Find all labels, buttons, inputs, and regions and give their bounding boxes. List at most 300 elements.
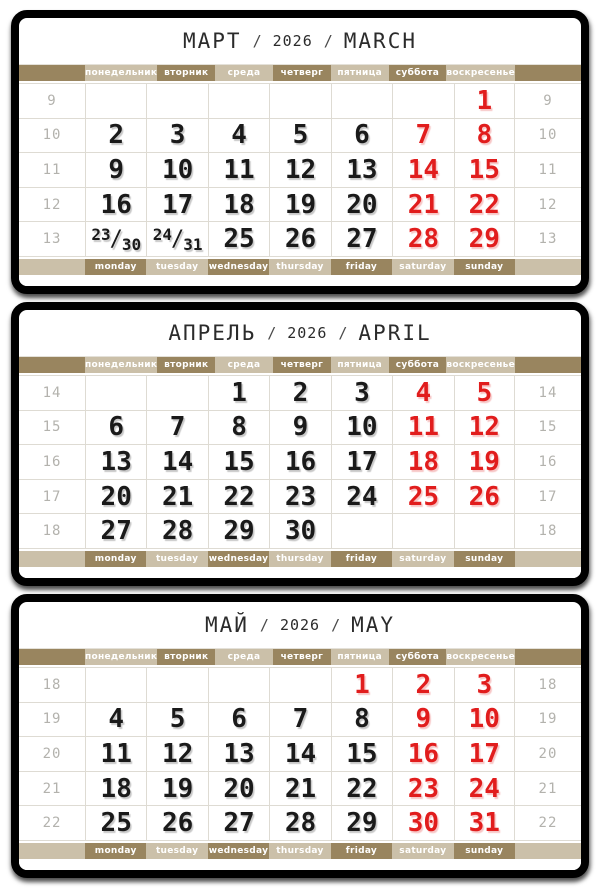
date-cell-empty xyxy=(85,376,146,410)
date-number: 9 xyxy=(292,412,309,443)
date-cell xyxy=(146,737,207,771)
date-cell xyxy=(146,772,207,806)
date-cell xyxy=(85,411,146,445)
weekday-label-ru-2 xyxy=(157,649,215,665)
weekday-label-en-7 xyxy=(454,551,515,567)
weekday-label-text: четверг xyxy=(280,360,324,370)
weekday-label-text: понедельник xyxy=(85,68,158,78)
weekday-label-en-2 xyxy=(146,551,207,567)
date-cell xyxy=(146,445,207,479)
date-number-holiday: 22 xyxy=(468,189,500,220)
date-cell xyxy=(146,480,207,514)
date-cell xyxy=(331,376,392,410)
week-number-left: 19 xyxy=(42,711,62,728)
date-number: 22 xyxy=(346,773,378,804)
weekday-label-text: saturday xyxy=(399,846,447,856)
date-cell xyxy=(269,188,330,222)
date-cell xyxy=(392,445,453,479)
weekday-label-ru-5 xyxy=(331,649,389,665)
weekday-label-ru-6 xyxy=(389,357,447,373)
week-number-right: 11 xyxy=(538,161,558,178)
weekday-label-text: среда xyxy=(227,68,261,78)
band-spacer xyxy=(515,843,581,859)
weekday-label-ru-1 xyxy=(85,649,157,665)
date-number-holiday: 11 xyxy=(407,412,439,443)
date-number: 17 xyxy=(161,189,194,220)
weekday-label-en-6 xyxy=(392,259,453,275)
date-number: 21 xyxy=(284,773,317,804)
date-number-holiday: 21 xyxy=(407,189,439,220)
date-cell xyxy=(146,153,207,187)
week-row xyxy=(19,222,581,257)
date-number: 5 xyxy=(292,120,309,151)
band-spacer xyxy=(19,259,85,275)
date-cell xyxy=(85,119,146,153)
weekday-label-text: monday xyxy=(94,262,137,272)
date-cell xyxy=(392,153,453,187)
date-number-holiday: 19 xyxy=(468,446,500,477)
date-number-holiday: 17 xyxy=(468,738,500,769)
weekday-label-text: четверг xyxy=(280,652,324,662)
date-number-holiday: 23 xyxy=(407,773,439,804)
date-number: 23 xyxy=(284,481,317,512)
date-cell xyxy=(454,188,515,222)
weekday-label-en-1 xyxy=(85,551,146,567)
calendar-grid xyxy=(19,375,581,549)
date-number-holiday: 25 xyxy=(407,481,439,512)
weekday-label-ru-3 xyxy=(215,65,273,81)
date-cell xyxy=(454,376,515,410)
week-number-left: 21 xyxy=(42,780,62,797)
date-cell xyxy=(269,376,330,410)
weekday-label-ru-6 xyxy=(389,65,447,81)
weekday-label-text: вторник xyxy=(164,652,209,662)
date-number: 25 xyxy=(100,808,132,839)
date-cell xyxy=(269,806,330,840)
band-spacer xyxy=(19,649,85,665)
date-cell xyxy=(85,806,146,840)
date-cell xyxy=(392,806,453,840)
date-number: 15 xyxy=(223,446,255,477)
date-number-holiday: 31 xyxy=(468,808,500,839)
month-name-ru: МАРТ xyxy=(183,29,242,53)
date-cell xyxy=(269,514,330,548)
week-number-right: 16 xyxy=(538,453,558,470)
band-spacer xyxy=(515,259,581,275)
date-number: 4 xyxy=(231,120,247,151)
week-number-right: 21 xyxy=(538,780,558,797)
date-cell-empty xyxy=(146,668,207,702)
date-number: 30 xyxy=(284,516,317,547)
date-number: 14 xyxy=(284,738,317,769)
date-number: 7 xyxy=(169,412,186,443)
date-number: 25 xyxy=(223,224,255,255)
date-number-holiday: 28 xyxy=(407,224,439,255)
weekday-label-ru-1 xyxy=(85,65,157,81)
date-number: 29 xyxy=(346,808,378,839)
date-number: 20 xyxy=(100,481,132,512)
weekday-label-text: пятница xyxy=(337,652,382,662)
weekday-label-ru-4 xyxy=(273,357,331,373)
weekday-label-en-5 xyxy=(331,551,392,567)
date-number-holiday: 29 xyxy=(468,224,500,255)
date-cell xyxy=(146,806,207,840)
weekday-label-ru-7 xyxy=(446,357,515,373)
weekday-label-text: wednesday xyxy=(208,554,269,564)
date-cell xyxy=(269,445,330,479)
date-cell-empty xyxy=(269,84,330,118)
week-number-left: 12 xyxy=(42,196,62,213)
weekday-label-text: суббота xyxy=(395,652,440,662)
date-dual: 23 / 30 xyxy=(91,224,142,254)
band-spacer xyxy=(19,65,85,81)
month-title xyxy=(19,602,581,648)
week-number-left: 16 xyxy=(42,453,62,470)
weekday-label-en-2 xyxy=(146,843,207,859)
week-number-left: 13 xyxy=(42,231,62,248)
week-row xyxy=(19,772,581,807)
date-number: 12 xyxy=(284,154,317,185)
week-number-right: 10 xyxy=(538,127,558,144)
separator-slash: / xyxy=(267,324,277,342)
date-cell xyxy=(146,222,207,256)
weekday-label-text: thursday xyxy=(276,554,324,564)
date-number: 3 xyxy=(169,120,186,151)
weekday-label-en-6 xyxy=(392,843,453,859)
week-number-right: 12 xyxy=(538,196,558,213)
date-cell xyxy=(392,119,453,153)
band-spacer xyxy=(19,357,85,373)
date-cell xyxy=(392,668,453,702)
date-cell xyxy=(331,737,392,771)
weekday-label-en-3 xyxy=(208,551,269,567)
year-label: 2026 xyxy=(272,32,313,50)
weekday-label-text: monday xyxy=(94,554,137,564)
week-number-right: 18 xyxy=(538,676,558,693)
date-cell xyxy=(208,806,269,840)
week-number-right: 15 xyxy=(538,419,558,436)
weekday-label-ru-2 xyxy=(157,357,215,373)
date-dual: 24 / 31 xyxy=(152,224,203,254)
date-cell xyxy=(454,668,515,702)
weekday-label-text: среда xyxy=(227,360,261,370)
date-number: 7 xyxy=(292,704,309,735)
date-cell xyxy=(208,772,269,806)
date-cell xyxy=(85,153,146,187)
date-number: 14 xyxy=(161,446,194,477)
month-name-en: MAY xyxy=(351,613,396,637)
date-cell xyxy=(392,772,453,806)
weekday-label-text: monday xyxy=(94,846,137,856)
band-spacer xyxy=(515,649,581,665)
week-row xyxy=(19,668,581,703)
date-number-holiday: 4 xyxy=(415,377,432,408)
band-spacer xyxy=(515,65,581,81)
week-row xyxy=(19,411,581,446)
date-cell xyxy=(331,668,392,702)
date-cell-empty xyxy=(392,84,453,118)
date-number: 15 xyxy=(346,738,378,769)
date-number: 12 xyxy=(161,738,194,769)
date-cell xyxy=(331,119,392,153)
date-number-holiday: 15 xyxy=(468,154,500,185)
weekday-label-en-7 xyxy=(454,843,515,859)
date-number: 20 xyxy=(346,189,378,220)
date-cell xyxy=(454,84,515,118)
date-cell-empty xyxy=(331,84,392,118)
date-number: 20 xyxy=(223,773,255,804)
date-cell xyxy=(208,411,269,445)
date-number-holiday: 7 xyxy=(415,120,432,151)
date-cell xyxy=(269,119,330,153)
date-number-holiday: 2 xyxy=(415,669,432,700)
date-number: 6 xyxy=(354,120,370,151)
date-number: 5 xyxy=(169,704,186,735)
week-number-left: 22 xyxy=(42,815,62,832)
weekday-label-en-3 xyxy=(208,259,269,275)
weekday-label-text: среда xyxy=(227,652,261,662)
weekday-label-text: friday xyxy=(345,846,378,856)
date-number: 18 xyxy=(223,189,255,220)
date-cell-empty xyxy=(454,514,515,548)
date-number: 27 xyxy=(346,224,378,255)
weekday-label-text: saturday xyxy=(399,554,447,564)
date-cell xyxy=(269,703,330,737)
date-number: 2 xyxy=(108,120,125,151)
week-number-right: 14 xyxy=(538,384,558,401)
week-row xyxy=(19,806,581,841)
date-number: 13 xyxy=(100,446,132,477)
weekday-label-en-1 xyxy=(85,843,146,859)
panel-footer-strip xyxy=(19,859,581,870)
month-name-en: APRIL xyxy=(358,321,432,345)
date-cell xyxy=(454,806,515,840)
year-label: 2026 xyxy=(279,616,321,634)
weekday-label-text: thursday xyxy=(276,846,324,856)
week-number-left: 14 xyxy=(42,384,62,401)
weekday-label-ru-7 xyxy=(446,65,515,81)
date-number: 16 xyxy=(100,189,132,220)
date-cell xyxy=(85,222,146,256)
date-cell xyxy=(454,772,515,806)
weekday-label-text: sunday xyxy=(465,554,504,564)
weekday-label-text: пятница xyxy=(337,68,382,78)
date-cell xyxy=(454,119,515,153)
date-number: 22 xyxy=(223,481,255,512)
week-number-left: 18 xyxy=(42,523,62,540)
date-number-holiday: 1 xyxy=(354,669,370,700)
week-number-right: 13 xyxy=(538,231,558,248)
date-cell xyxy=(85,480,146,514)
weekday-label-ru-2 xyxy=(157,65,215,81)
weekday-header-ru xyxy=(19,65,581,81)
weekday-label-en-4 xyxy=(269,551,330,567)
date-cell xyxy=(454,703,515,737)
week-number-right: 18 xyxy=(538,523,558,540)
date-cell-empty xyxy=(146,84,207,118)
date-cell xyxy=(85,514,146,548)
date-cell xyxy=(392,222,453,256)
date-number-holiday: 5 xyxy=(476,377,493,408)
date-number-holiday: 24 xyxy=(468,773,500,804)
date-cell xyxy=(208,703,269,737)
date-cell xyxy=(331,772,392,806)
weekday-label-ru-3 xyxy=(215,649,273,665)
date-number: 3 xyxy=(354,377,370,408)
weekday-label-en-4 xyxy=(269,259,330,275)
date-cell-empty xyxy=(208,668,269,702)
date-number: 28 xyxy=(284,808,317,839)
date-cell-empty xyxy=(269,668,330,702)
week-row xyxy=(19,445,581,480)
weekday-label-ru-6 xyxy=(389,649,447,665)
date-number: 17 xyxy=(346,446,378,477)
date-number: 21 xyxy=(161,481,194,512)
date-cell-empty xyxy=(208,84,269,118)
date-cell xyxy=(208,222,269,256)
weekday-label-text: tuesday xyxy=(155,846,199,856)
separator-slash: / xyxy=(331,616,341,634)
date-cell xyxy=(392,188,453,222)
week-number-right: 9 xyxy=(543,92,553,109)
date-cell xyxy=(269,772,330,806)
date-cell xyxy=(85,703,146,737)
date-number: 26 xyxy=(284,224,317,255)
weekday-label-ru-1 xyxy=(85,357,157,373)
weekday-label-en-5 xyxy=(331,843,392,859)
band-spacer xyxy=(19,551,85,567)
week-row xyxy=(19,188,581,223)
calendar-panel-may xyxy=(11,594,589,878)
week-row xyxy=(19,119,581,154)
separator-slash: / xyxy=(323,32,333,50)
weekday-label-en-7 xyxy=(454,259,515,275)
band-spacer xyxy=(19,843,85,859)
weekday-label-text: четверг xyxy=(280,68,324,78)
date-cell-empty xyxy=(392,514,453,548)
weekday-label-en-6 xyxy=(392,551,453,567)
date-cell xyxy=(331,153,392,187)
week-number-right: 17 xyxy=(538,488,558,505)
separator-slash: / xyxy=(259,616,269,634)
date-cell xyxy=(85,188,146,222)
month-title xyxy=(19,310,581,356)
weekday-label-en-4 xyxy=(269,843,330,859)
date-number-holiday: 1 xyxy=(476,85,493,116)
date-cell xyxy=(146,188,207,222)
date-cell xyxy=(392,480,453,514)
date-cell xyxy=(208,376,269,410)
week-number-left: 10 xyxy=(42,127,62,144)
date-number: 9 xyxy=(108,154,125,185)
date-number: 16 xyxy=(284,446,317,477)
date-cell xyxy=(392,703,453,737)
date-number-holiday: 18 xyxy=(407,446,439,477)
date-cell xyxy=(454,411,515,445)
date-cell xyxy=(331,703,392,737)
date-number: 24 xyxy=(346,481,378,512)
date-number-holiday: 9 xyxy=(415,704,432,735)
date-number-holiday: 30 xyxy=(407,808,439,839)
week-row xyxy=(19,703,581,738)
date-number: 6 xyxy=(231,704,247,735)
date-number-holiday: 8 xyxy=(476,120,493,151)
weekday-label-text: пятница xyxy=(337,360,382,370)
date-cell xyxy=(331,188,392,222)
date-cell xyxy=(392,411,453,445)
date-number: 10 xyxy=(346,412,378,443)
weekday-label-ru-3 xyxy=(215,357,273,373)
date-cell xyxy=(269,480,330,514)
date-cell xyxy=(146,514,207,548)
date-cell xyxy=(454,153,515,187)
weekday-label-en-2 xyxy=(146,259,207,275)
week-number-right: 20 xyxy=(538,745,558,762)
date-cell-empty xyxy=(85,84,146,118)
date-cell xyxy=(454,445,515,479)
weekday-label-text: вторник xyxy=(164,360,209,370)
weekday-label-ru-5 xyxy=(331,65,389,81)
week-row xyxy=(19,514,581,549)
week-number-left: 17 xyxy=(42,488,62,505)
date-cell xyxy=(146,411,207,445)
month-name-en: MARCH xyxy=(343,29,417,53)
weekday-label-text: tuesday xyxy=(155,262,199,272)
date-cell xyxy=(208,445,269,479)
week-number-left: 20 xyxy=(42,745,62,762)
separator-slash: / xyxy=(338,324,348,342)
date-number: 8 xyxy=(231,412,247,443)
date-cell xyxy=(208,153,269,187)
year-label: 2026 xyxy=(287,324,328,342)
weekday-footer-en xyxy=(19,843,581,859)
date-cell xyxy=(208,514,269,548)
weekday-label-text: суббота xyxy=(395,360,440,370)
date-cell xyxy=(85,445,146,479)
weekday-header-ru xyxy=(19,649,581,665)
weekday-label-text: воскресенье xyxy=(446,68,515,78)
date-cell xyxy=(208,737,269,771)
band-spacer xyxy=(515,357,581,373)
calendar-grid xyxy=(19,83,581,257)
date-cell xyxy=(331,806,392,840)
weekday-footer-en xyxy=(19,259,581,275)
weekday-label-text: tuesday xyxy=(155,554,199,564)
date-number: 8 xyxy=(354,704,370,735)
date-cell xyxy=(146,119,207,153)
calendar-panel-april xyxy=(11,302,589,586)
date-cell xyxy=(269,153,330,187)
date-cell xyxy=(269,222,330,256)
date-number-holiday: 14 xyxy=(407,154,439,185)
date-number: 18 xyxy=(100,773,132,804)
panel-footer-strip xyxy=(19,275,581,286)
date-cell xyxy=(85,737,146,771)
weekday-label-en-3 xyxy=(208,843,269,859)
band-spacer xyxy=(515,551,581,567)
date-number: 10 xyxy=(161,154,194,185)
weekday-label-text: friday xyxy=(345,554,378,564)
date-cell xyxy=(331,445,392,479)
date-number-holiday: 12 xyxy=(468,412,500,443)
date-cell xyxy=(208,188,269,222)
date-cell xyxy=(392,376,453,410)
date-cell-empty xyxy=(85,668,146,702)
week-number-left: 18 xyxy=(42,676,62,693)
weekday-label-text: суббота xyxy=(395,68,440,78)
date-number: 19 xyxy=(161,773,194,804)
date-cell xyxy=(269,737,330,771)
